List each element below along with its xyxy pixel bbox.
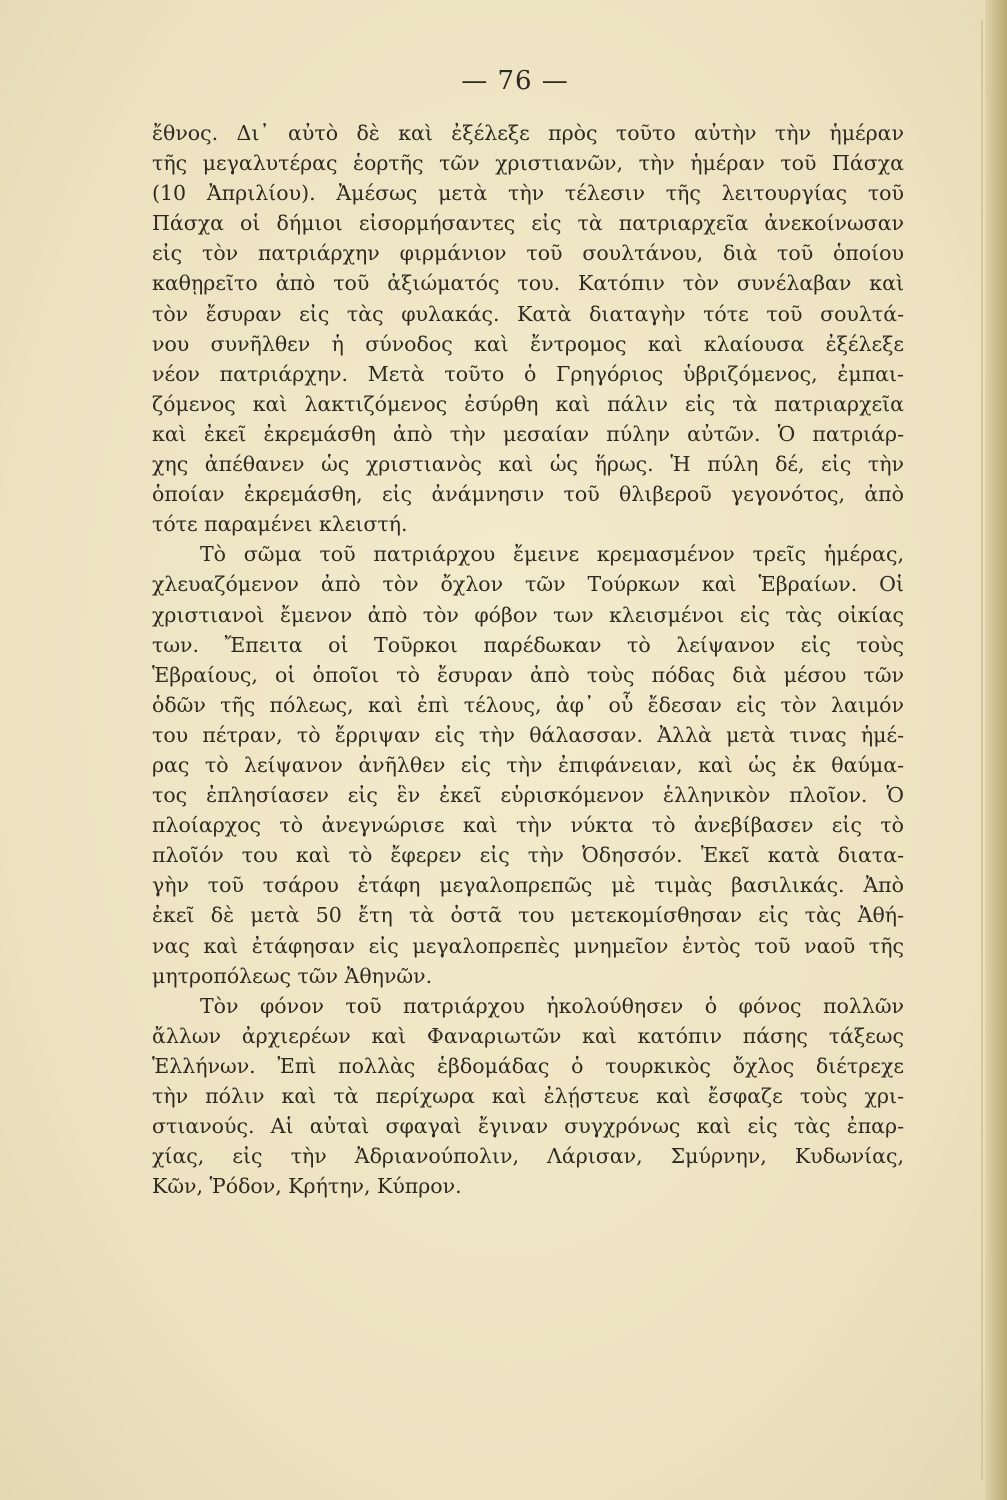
- text-line: χριστιανοὶ ἔμενον ἀπὸ τὸν φόβον των κλεισμένοι εἰς τὰς οἰκίας: [152, 602, 904, 627]
- text-line: ἐκεῖ δὲ μετὰ 50 ἔτη τὰ ὀστᾶ του μετεκομίσθησαν εἰς τὰς Ἀθή-: [152, 903, 904, 928]
- text-line: Πάσχα οἱ δήμιοι εἰσορμήσαντες εἰς τὰ πατριαρχεῖα ἀνεκοίνωσαν: [152, 211, 904, 236]
- text-line: νου συνῆλθεν ἡ σύνοδος καὶ ἔντρομος καὶ κλαίουσα ἐξέλεξε: [152, 331, 904, 356]
- text-line: πλοίαρχος τὸ ἀνεγνώρισε καὶ τὴν νύκτα τὸ ἀνεβίβασεν εἰς τὸ: [152, 813, 904, 838]
- text-line: στιανούς. Αἱ αὐταὶ σφαγαὶ ἔγιναν συγχρόνως καὶ εἰς τὰς ἐπαρ-: [152, 1114, 904, 1139]
- text-line: χλευαζόμενον ἀπὸ τὸν ὄχλον τῶν Τούρκων καὶ Ἑβραίων. Οἱ: [152, 572, 904, 597]
- text-line: Ἑβραίους, οἱ ὁποῖοι τὸ ἔσυραν ἀπὸ τοὺς πόδας διὰ μέσου τῶν: [152, 662, 904, 687]
- text-line: ἔθνος. Δι᾽ αὐτὸ δὲ καὶ ἐξέλεξε πρὸς τοῦτο αὐτὴν τὴν ἡμέραν: [152, 121, 904, 145]
- text-line: νας καὶ ἐτάφησαν εἰς μεγαλοπρεπὲς μνημεῖον ἐντὸς τοῦ ναοῦ τῆς: [152, 933, 904, 958]
- text-line: ρας τὸ λείψανον ἀνῆλθεν εἰς τὴν ἐπιφάνειαν, καὶ ὡς ἐκ θαύμα-: [152, 752, 904, 777]
- text-line: Ἑλλήνων. Ἐπὶ πολλὰς ἑβδομάδας ὁ τουρκικὸς ὄχλος διέτρεχε: [152, 1053, 904, 1078]
- text-line: του πέτραν, τὸ ἔρριψαν εἰς τὴν θάλασσαν. Ἀλλὰ μετὰ τινας ἡμέ-: [152, 722, 904, 747]
- text-line: μητροπόλεως τῶν Ἀθηνῶν.: [152, 963, 433, 988]
- page-number: — 76 —: [461, 66, 569, 96]
- text-line: γὴν τοῦ τσάρου ἐτάφη μεγαλοπρεπῶς μὲ τιμὰς βασιλικάς. Ἀπὸ: [152, 873, 904, 898]
- text-line: ζόμενος καὶ λακτιζόμενος ἐσύρθη καὶ πάλιν εἰς τὰ πατριαρχεῖα: [152, 391, 904, 416]
- text-line: ὁποίαν ἐκρεμάσθη, εἰς ἀνάμνησιν τοῦ θλιβεροῦ γεγονότος, ἀπὸ: [152, 482, 904, 507]
- text-line: τὸν ἔσυραν εἰς τὰς φυλακάς. Κατὰ διαταγὴν τότε τοῦ σουλτά-: [152, 301, 904, 326]
- text-line: χίας, εἰς τὴν Ἀδριανούπολιν, Λάρισαν, Σμύρνην, Κυδωνίας,: [152, 1144, 904, 1169]
- text-line: καθῃρεῖτο ἀπὸ τοῦ ἀξιώματός του. Κατόπιν τὸν συνέλαβαν καὶ: [152, 271, 904, 296]
- text-line: των. Ἔπειτα οἱ Τοῦρκοι παρέδωκαν τὸ λείψανον εἰς τοὺς: [152, 632, 904, 657]
- text-line: πλοῖόν του καὶ τὸ ἔφερεν εἰς τὴν Ὀδησσόν. Ἐκεῖ κατὰ διατα-: [152, 843, 904, 868]
- text-line: τῆς μεγαλυτέρας ἑορτῆς τῶν χριστιανῶν, τὴν ἡμέραν τοῦ Πάσχα: [152, 151, 904, 176]
- page-edge-line: [981, 20, 983, 1480]
- text-line: νέον πατριάρχην. Μετὰ τοῦτο ὁ Γρηγόριος ὑβριζόμενος, ἐμπαι-: [152, 361, 904, 386]
- body-text: [152, 118, 904, 1201]
- text-line: τος ἐπλησίασεν εἰς ἓν ἐκεῖ εὑρισκόμενον ἑλληνικὸν πλοῖον. Ὁ: [152, 783, 904, 808]
- text-line: ὁδῶν τῆς πόλεως, καὶ ἐπὶ τέλους, ἀφ᾽ οὗ ἔδεσαν εἰς τὸν λαιμόν: [152, 692, 904, 717]
- text-line: εἰς τὸν πατριάρχην φιρμάνιον τοῦ σουλτάνου, διὰ τοῦ ὁποίου: [152, 241, 904, 266]
- text-line: ἄλλων ἀρχιερέων καὶ Φαναριωτῶν καὶ κατόπιν πάσης τάξεως: [152, 1023, 904, 1048]
- text-line: Τὸν φόνον τοῦ πατριάρχου ἠκολούθησεν ὁ φόνος πολλῶν: [200, 993, 904, 1018]
- page-binding-edge: [985, 0, 1007, 1500]
- text-line: χης ἀπέθανεν ὡς χριστιανὸς καὶ ὡς ἥρως. Ἡ πύλη δέ, εἰς τὴν: [152, 452, 904, 477]
- text-line: τότε παραμένει κλειστή.: [152, 512, 408, 537]
- text-line: (10 Ἀπριλίου). Ἀμέσως μετὰ τὴν τέλεσιν τῆς λειτουργίας τοῦ: [152, 181, 904, 206]
- text-line: Κῶν, Ῥόδον, Κρήτην, Κύπρον.: [152, 1174, 462, 1199]
- text-line: τὴν πόλιν καὶ τὰ περίχωρα καὶ ἐλῄστευε καὶ ἔσφαζε τοὺς χρι-: [152, 1084, 904, 1108]
- text-line: καὶ ἐκεῖ ἐκρεμάσθη ἀπὸ τὴν μεσαίαν πύλην αὐτῶν. Ὁ πατριάρ-: [152, 421, 904, 446]
- text-line: Τὸ σῶμα τοῦ πατριάρχου ἔμεινε κρεμασμένον τρεῖς ἡμέρας,: [200, 542, 904, 567]
